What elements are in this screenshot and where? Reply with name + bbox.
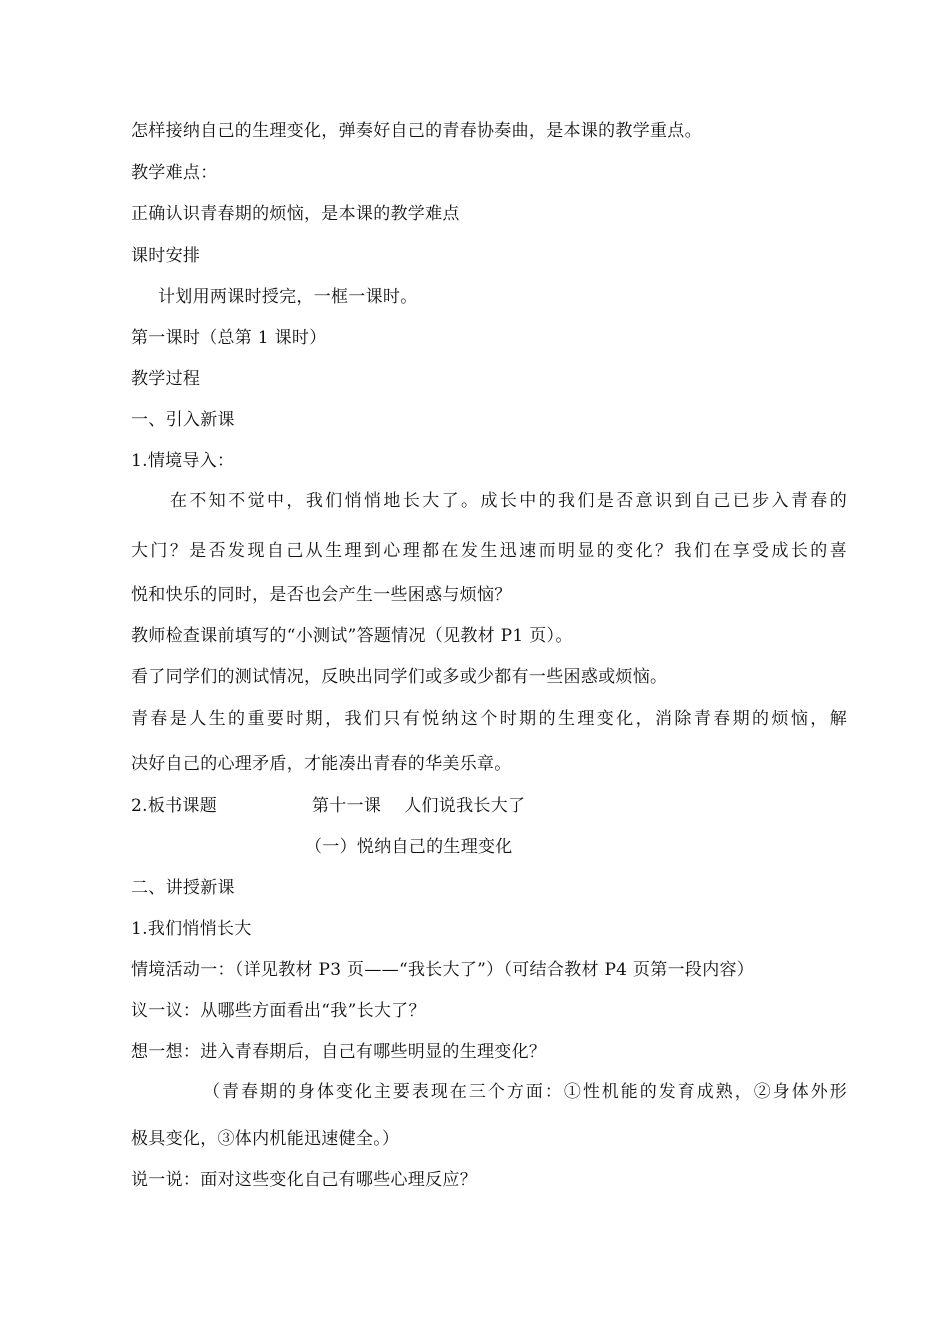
- paragraph-line: （青春期的身体变化主要表现在三个方面：①性机能的发育成熟，②身体外形: [203, 1082, 847, 1102]
- text-line-think: 想一想：进入青春期后，自己有哪些明显的生理变化？: [131, 1042, 547, 1062]
- text-line-key-point: 怎样接纳自己的生理变化，弹奏好自己的青春协奏曲，是本课的教学重点。: [131, 121, 702, 141]
- paragraph-line: 大门？是否发现自己从生理到心理都在发生迅速而明显的变化？我们在享受成长的喜: [131, 541, 847, 561]
- lesson-title: 第十一课 人们说我长大了: [312, 796, 526, 816]
- heading-teaching-difficulty: 教学难点：: [131, 163, 218, 183]
- paragraph-line: 决好自己的心理矛盾，才能凑出青春的华美乐章。: [131, 754, 512, 774]
- paragraph-line: 青春是人生的重要时期，我们只有悦纳这个时期的生理变化，消除青春期的烦恼，解: [131, 709, 847, 729]
- text-line-teacher-check: 教师检查课前填写的“小测试”答题情况（见教材 P1 页）。: [131, 626, 573, 646]
- lesson-subtitle: （一）悦纳自己的生理变化: [305, 837, 513, 857]
- heading-board-title: 2.板书课题: [131, 796, 218, 816]
- heading-introduce-lesson: 一、引入新课: [131, 410, 235, 430]
- text-line-schedule: 计划用两课时授完，一框一课时。: [158, 287, 418, 307]
- heading-first-lesson: 第一课时（总第 1 课时）: [131, 328, 327, 348]
- heading-scenario-intro: 1.情境导入：: [131, 451, 235, 471]
- paragraph-line: 在不知不觉中，我们悄悄地长大了。成长中的我们是否意识到自己已步入青春的: [170, 491, 847, 511]
- text-line-activity-one: 情境活动一：（详见教材 P3 页——“我长大了”）（可结合教材 P4 页第一段内容）: [131, 960, 755, 980]
- text-line-test-result: 看了同学们的测试情况，反映出同学们或多或少都有一些困惑或烦恼。: [131, 667, 668, 687]
- heading-growing-up: 1.我们悄悄长大: [131, 919, 252, 939]
- heading-teaching-process: 教学过程: [131, 369, 201, 389]
- text-line-difficulty: 正确认识青春期的烦恼，是本课的教学难点: [131, 204, 460, 224]
- heading-teach-new-lesson: 二、讲授新课: [131, 878, 235, 898]
- paragraph-line: 悦和快乐的同时，是否也会产生一些困惑与烦恼？: [131, 585, 512, 605]
- text-line-discuss: 议一议：从哪些方面看出“我”长大了？: [131, 1001, 426, 1021]
- heading-class-schedule: 课时安排: [131, 246, 201, 266]
- paragraph-line: 极具变化，③体内机能迅速健全。）: [131, 1129, 400, 1149]
- text-line-speak: 说一说：面对这些变化自己有哪些心理反应？: [131, 1170, 477, 1190]
